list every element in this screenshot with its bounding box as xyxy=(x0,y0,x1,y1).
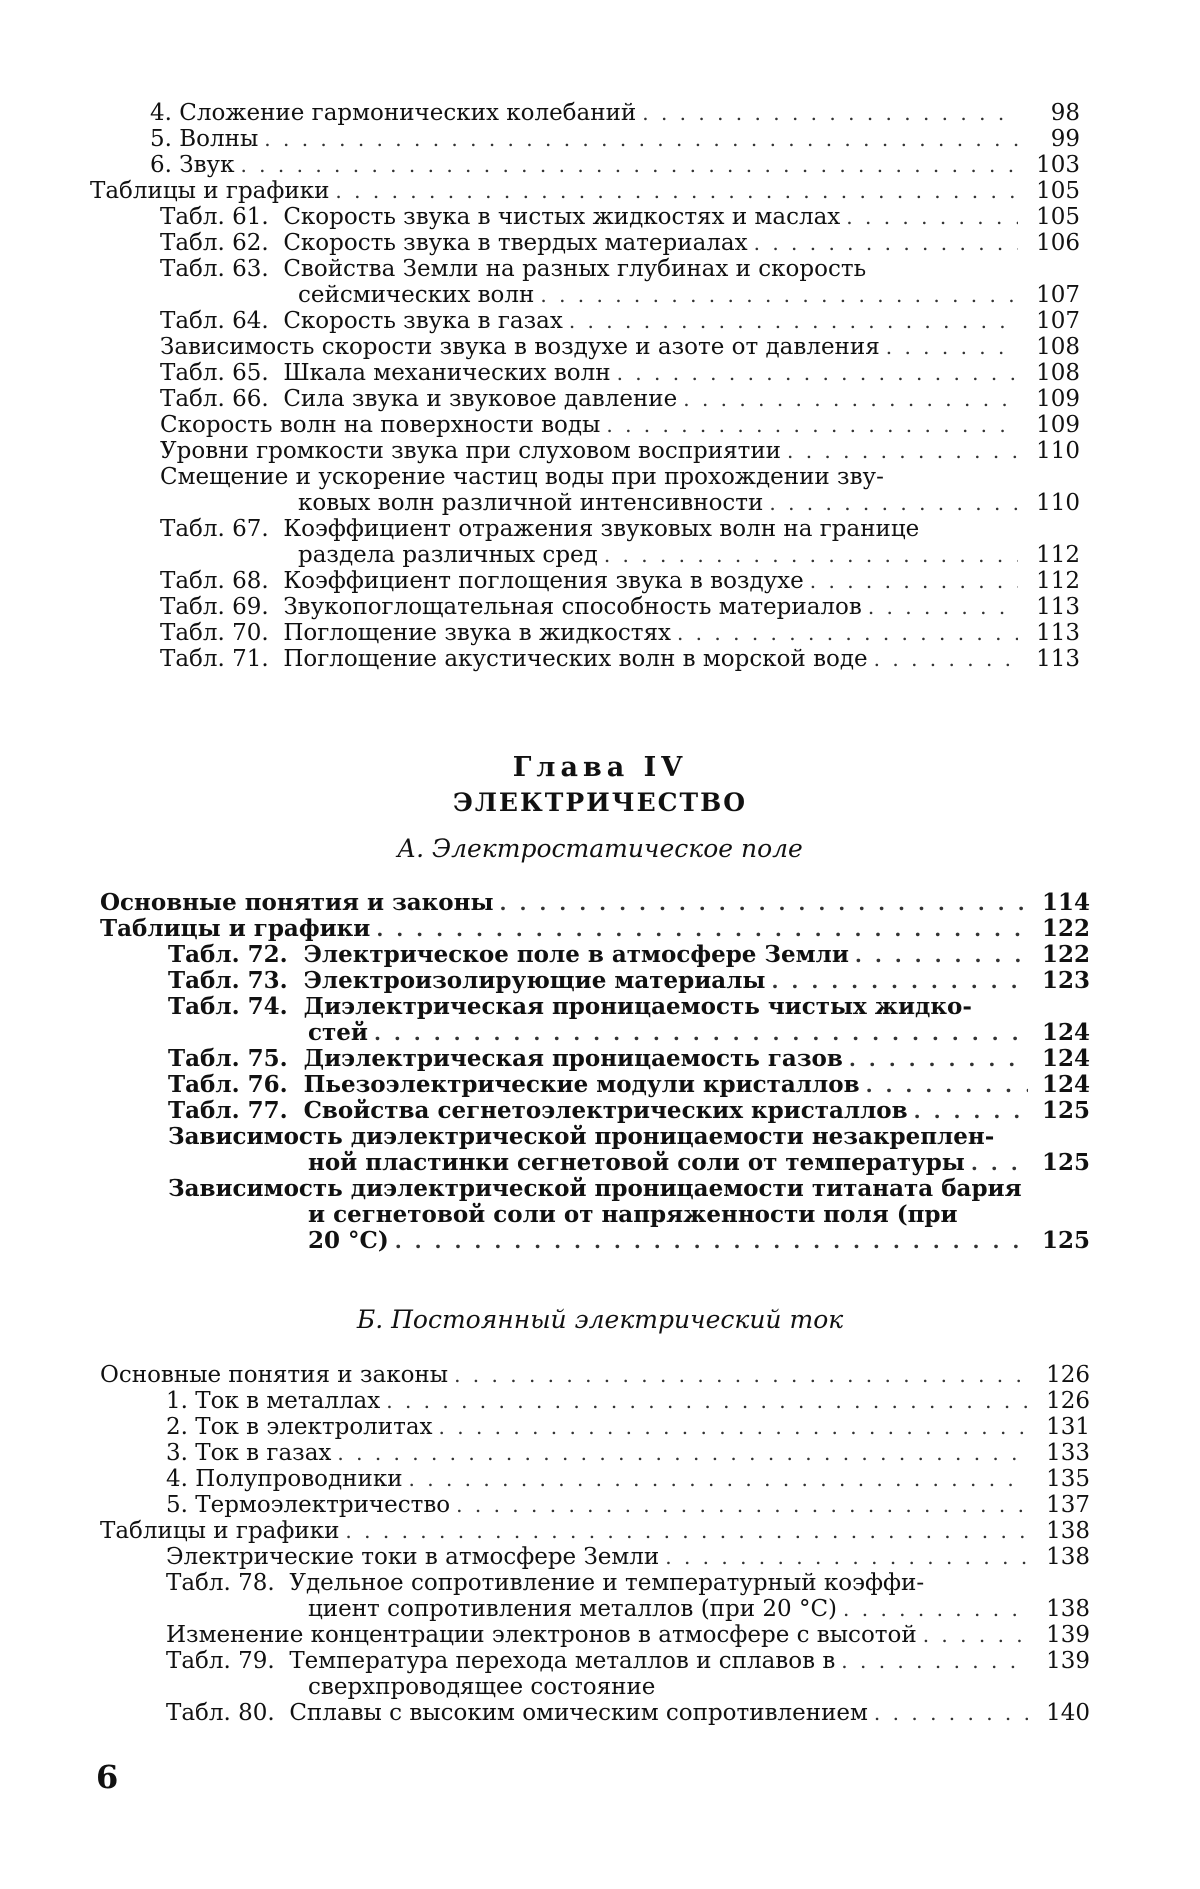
toc-entry xyxy=(160,438,1080,464)
toc-entry xyxy=(166,1544,1090,1570)
leader-dots xyxy=(810,568,1018,594)
toc-entry xyxy=(168,1176,1090,1202)
toc-entry-page: 125 xyxy=(1041,1149,1090,1176)
toc-entry-label: и сегнетовой соли от напряженности поля (при xyxy=(308,1201,958,1228)
toc-entry-label: Табл. 64. Скорость звука в газах xyxy=(160,308,563,334)
toc-entry-label: Табл. 68. Коэффициент поглощения звука в воздухе xyxy=(160,568,804,594)
toc-entry-label: Табл. 62. Скорость звука в твердых материалах xyxy=(160,230,748,256)
toc-entry-label: Изменение концентрации электронов в атмосфере с высотой xyxy=(166,1622,917,1648)
toc-entry-page: 126 xyxy=(1046,1388,1090,1414)
leader-dots xyxy=(874,1700,1028,1726)
toc-entry xyxy=(166,1622,1090,1648)
toc-entry xyxy=(160,516,1080,542)
toc-entry xyxy=(160,568,1080,594)
leader-dots xyxy=(337,1440,1028,1466)
leader-dots xyxy=(849,1046,1028,1072)
toc-entry xyxy=(308,1596,1090,1622)
leader-dots xyxy=(886,334,1018,360)
toc-entry-label: 3. Ток в газах xyxy=(166,1440,332,1466)
toc-entry xyxy=(168,1046,1090,1072)
toc-entry xyxy=(168,994,1090,1020)
toc-entry xyxy=(166,1492,1090,1518)
toc-entry-label: Табл. 72. Электрическое поле в атмосфере Земли xyxy=(168,941,849,968)
toc-entry-label: ной пластинки сегнетовой соли от температуры xyxy=(308,1149,965,1176)
toc-entry-label: 20 °C) xyxy=(308,1227,389,1254)
toc-section-a xyxy=(0,890,1200,1254)
chapter-title: ЭЛЕКТРИЧЕСТВО xyxy=(452,788,748,817)
toc-entry xyxy=(166,1466,1090,1492)
toc-entry-label: сейсмических волн xyxy=(298,282,535,308)
toc-entry-page: 139 xyxy=(1046,1648,1090,1674)
toc-entry-label: Табл. 61. Скорость звука в чистых жидкостях и маслах xyxy=(160,204,841,230)
toc-entry-page: 113 xyxy=(1036,594,1080,620)
leader-dots xyxy=(386,1388,1028,1414)
toc-entry-label: ковых волн различной интенсивности xyxy=(298,490,764,516)
toc-entry-label: Табл. 74. Диэлектрическая проницаемость чистых жидко- xyxy=(168,993,972,1020)
toc-entry-label: 2. Ток в электролитах xyxy=(166,1414,433,1440)
leader-dots xyxy=(787,438,1018,464)
leader-dots xyxy=(874,646,1018,672)
toc-entry-label: Зависимость диэлектрической проницаемости незакреплен- xyxy=(168,1123,995,1150)
toc-entry xyxy=(168,1098,1090,1124)
toc-entry-page: 122 xyxy=(1041,915,1090,942)
toc-section-b xyxy=(0,1362,1200,1726)
toc-entry-page: 106 xyxy=(1036,230,1080,256)
toc-entry-page: 125 xyxy=(1041,1227,1090,1254)
toc-entry xyxy=(160,230,1080,256)
toc-entry-page: 108 xyxy=(1036,360,1080,386)
toc-entry-page: 125 xyxy=(1041,1097,1090,1124)
toc-entry-label: Зависимость скорости звука в воздухе и азоте от давления xyxy=(160,334,880,360)
toc-entry-page: 113 xyxy=(1036,646,1080,672)
leader-dots xyxy=(769,490,1018,516)
toc-entry-page: 112 xyxy=(1036,568,1080,594)
toc-entry-label: Электрические токи в атмосфере Земли xyxy=(166,1544,660,1570)
toc-entry xyxy=(166,1570,1090,1596)
toc-entry xyxy=(308,1020,1090,1046)
toc-entry-label: Таблицы и графики xyxy=(90,178,330,204)
leader-dots xyxy=(868,594,1018,620)
leader-dots xyxy=(771,968,1028,994)
toc-entry-page: 124 xyxy=(1041,1045,1090,1072)
toc-entry-page: 107 xyxy=(1036,282,1080,308)
toc-top-section xyxy=(0,100,1200,672)
toc-entry-page: 138 xyxy=(1046,1596,1090,1622)
toc-entry xyxy=(308,1674,1090,1700)
toc-entry xyxy=(160,256,1080,282)
toc-entry-page: 108 xyxy=(1036,334,1080,360)
toc-entry xyxy=(166,1440,1090,1466)
toc-entry-label: Смещение и ускорение частиц воды при прохождении зву- xyxy=(160,464,884,490)
toc-entry-label: сверхпроводящее состояние xyxy=(308,1674,656,1700)
toc-entry-page: 113 xyxy=(1036,620,1080,646)
toc-entry-label: Таблицы и графики xyxy=(100,1518,340,1544)
toc-entry-label: Скорость волн на поверхности воды xyxy=(160,412,601,438)
toc-entry xyxy=(100,890,1090,916)
toc-entry-label: раздела различных сред xyxy=(298,542,598,568)
leader-dots xyxy=(395,1228,1028,1254)
leader-dots xyxy=(604,542,1018,568)
toc-entry xyxy=(160,594,1080,620)
leader-dots xyxy=(500,890,1028,916)
toc-entry xyxy=(150,100,1080,126)
toc-entry-label: Уровни громкости звука при слуховом восприятии xyxy=(160,438,781,464)
toc-entry-page: 135 xyxy=(1046,1466,1090,1492)
section-b-title: Б. Постоянный электрический ток xyxy=(356,1305,844,1334)
toc-entry-page: 107 xyxy=(1036,308,1080,334)
toc-entry xyxy=(168,968,1090,994)
toc-entry-page: 124 xyxy=(1041,1071,1090,1098)
toc-entry-page: 139 xyxy=(1046,1622,1090,1648)
toc-entry-label: Табл. 67. Коэффициент отражения звуковых волн на границе xyxy=(160,516,920,542)
leader-dots xyxy=(335,178,1018,204)
toc-entry-label: Основные понятия и законы xyxy=(100,1362,449,1388)
toc-entry xyxy=(160,620,1080,646)
toc-entry-page: 114 xyxy=(1041,889,1090,916)
chapter-number: Глава IV xyxy=(512,752,688,783)
toc-entry xyxy=(160,464,1080,490)
toc-entry xyxy=(168,1072,1090,1098)
toc-entry-label: Табл. 65. Шкала механических волн xyxy=(160,360,611,386)
toc-entry-page: 99 xyxy=(1050,126,1080,152)
toc-entry xyxy=(160,646,1080,672)
toc-entry-label: 4. Сложение гармонических колебаний xyxy=(150,100,637,126)
toc-entry-page: 138 xyxy=(1046,1544,1090,1570)
toc-entry-page: 109 xyxy=(1036,412,1080,438)
leader-dots xyxy=(683,386,1018,412)
leader-dots xyxy=(376,916,1028,942)
toc-entry-label: 6. Звук xyxy=(150,152,235,178)
leader-dots xyxy=(642,100,1018,126)
toc-entry-page: 133 xyxy=(1046,1440,1090,1466)
toc-entry-label: Табл. 76. Пьезоэлектрические модули кристаллов xyxy=(168,1071,860,1098)
toc-entry-page: 110 xyxy=(1036,438,1080,464)
leader-dots xyxy=(409,1466,1028,1492)
leader-dots xyxy=(914,1098,1028,1124)
toc-entry-page: 123 xyxy=(1041,967,1090,994)
leader-dots xyxy=(846,204,1018,230)
toc-entry xyxy=(100,916,1090,942)
leader-dots xyxy=(456,1492,1028,1518)
toc-entry-page: 124 xyxy=(1041,1019,1090,1046)
toc-entry-label: Табл. 71. Поглощение акустических волн в морской воде xyxy=(160,646,868,672)
leader-dots xyxy=(855,942,1028,968)
toc-entry xyxy=(150,126,1080,152)
toc-entry xyxy=(160,204,1080,230)
toc-entry-page: 137 xyxy=(1046,1492,1090,1518)
toc-entry xyxy=(298,282,1080,308)
toc-entry xyxy=(160,386,1080,412)
toc-entry-page: 103 xyxy=(1036,152,1080,178)
leader-dots xyxy=(540,282,1018,308)
toc-entry xyxy=(100,1518,1090,1544)
leader-dots xyxy=(606,412,1018,438)
toc-entry xyxy=(100,1362,1090,1388)
toc-entry-label: Табл. 80. Сплавы с высоким омическим сопротивлением xyxy=(166,1700,868,1726)
toc-entry xyxy=(308,1150,1090,1176)
toc-entry-label: 5. Волны xyxy=(150,126,259,152)
toc-entry xyxy=(308,1228,1090,1254)
toc-entry-label: Табл. 78. Удельное сопротивление и температурный коэффи- xyxy=(166,1570,925,1596)
leader-dots xyxy=(345,1518,1028,1544)
leader-dots xyxy=(665,1544,1028,1570)
toc-entry-page: 109 xyxy=(1036,386,1080,412)
toc-entry-label: Табл. 77. Свойства сегнетоэлектрических кристаллов xyxy=(168,1097,908,1124)
toc-entry-label: Табл. 79. Температура перехода металлов и сплавов в xyxy=(166,1648,836,1674)
toc-entry-label: Табл. 63. Свойства Земли на разных глубинах и скорость xyxy=(160,256,867,282)
leader-dots xyxy=(454,1362,1028,1388)
toc-entry xyxy=(90,178,1080,204)
toc-entry-label: Табл. 75. Диэлектрическая проницаемость газов xyxy=(168,1045,843,1072)
leader-dots xyxy=(754,230,1018,256)
leader-dots xyxy=(569,308,1018,334)
toc-entry xyxy=(160,360,1080,386)
toc-entry-label: Зависимость диэлектрической проницаемости титаната бария xyxy=(168,1175,1022,1202)
toc-entry xyxy=(308,1202,1090,1228)
toc-entry-label: Табл. 70. Поглощение звука в жидкостях xyxy=(160,620,671,646)
section-a-title: А. Электростатическое поле xyxy=(397,834,803,863)
toc-entry xyxy=(166,1414,1090,1440)
toc-entry-page: 112 xyxy=(1036,542,1080,568)
toc-entry xyxy=(160,334,1080,360)
toc-entry-label: циент сопротивления металлов (при 20 °C) xyxy=(308,1596,838,1622)
toc-entry-label: 1. Ток в металлах xyxy=(166,1388,381,1414)
toc-entry xyxy=(150,152,1080,178)
toc-entry-label: Основные понятия и законы xyxy=(100,889,494,916)
toc-entry xyxy=(160,308,1080,334)
page-number: 6 xyxy=(96,1758,119,1796)
toc-entry-page: 131 xyxy=(1046,1414,1090,1440)
leader-dots xyxy=(866,1072,1028,1098)
toc-entry-label: Табл. 66. Сила звука и звуковое давление xyxy=(160,386,678,412)
toc-entry-page: 110 xyxy=(1036,490,1080,516)
leader-dots xyxy=(617,360,1018,386)
leader-dots xyxy=(841,1648,1028,1674)
toc-entry-page: 138 xyxy=(1046,1518,1090,1544)
toc-entry-label: Табл. 69. Звукопоглощательная способность материалов xyxy=(160,594,862,620)
toc-entry-label: стей xyxy=(308,1019,368,1046)
toc-entry-label: 5. Термоэлектричество xyxy=(166,1492,451,1518)
toc-entry xyxy=(298,490,1080,516)
leader-dots xyxy=(439,1414,1028,1440)
toc-entry-page: 122 xyxy=(1041,941,1090,968)
leader-dots xyxy=(843,1596,1028,1622)
toc-entry-page: 98 xyxy=(1050,100,1080,126)
toc-entry xyxy=(168,1124,1090,1150)
toc-entry-label: Табл. 73. Электроизолирующие материалы xyxy=(168,967,766,994)
leader-dots xyxy=(240,152,1018,178)
toc-entry xyxy=(168,942,1090,968)
leader-dots xyxy=(923,1622,1028,1648)
toc-entry xyxy=(166,1648,1090,1674)
toc-entry-page: 105 xyxy=(1036,204,1080,230)
leader-dots xyxy=(971,1150,1028,1176)
toc-entry xyxy=(166,1700,1090,1726)
toc-entry-label: 4. Полупроводники xyxy=(166,1466,403,1492)
toc-entry xyxy=(160,412,1080,438)
toc-entry-page: 105 xyxy=(1036,178,1080,204)
toc-entry xyxy=(166,1388,1090,1414)
toc-entry-page: 126 xyxy=(1046,1362,1090,1388)
toc-entry-page: 140 xyxy=(1046,1700,1090,1726)
leader-dots xyxy=(374,1020,1028,1046)
leader-dots xyxy=(677,620,1018,646)
toc-entry-label: Таблицы и графики xyxy=(100,915,371,942)
leader-dots xyxy=(264,126,1018,152)
toc-entry xyxy=(298,542,1080,568)
